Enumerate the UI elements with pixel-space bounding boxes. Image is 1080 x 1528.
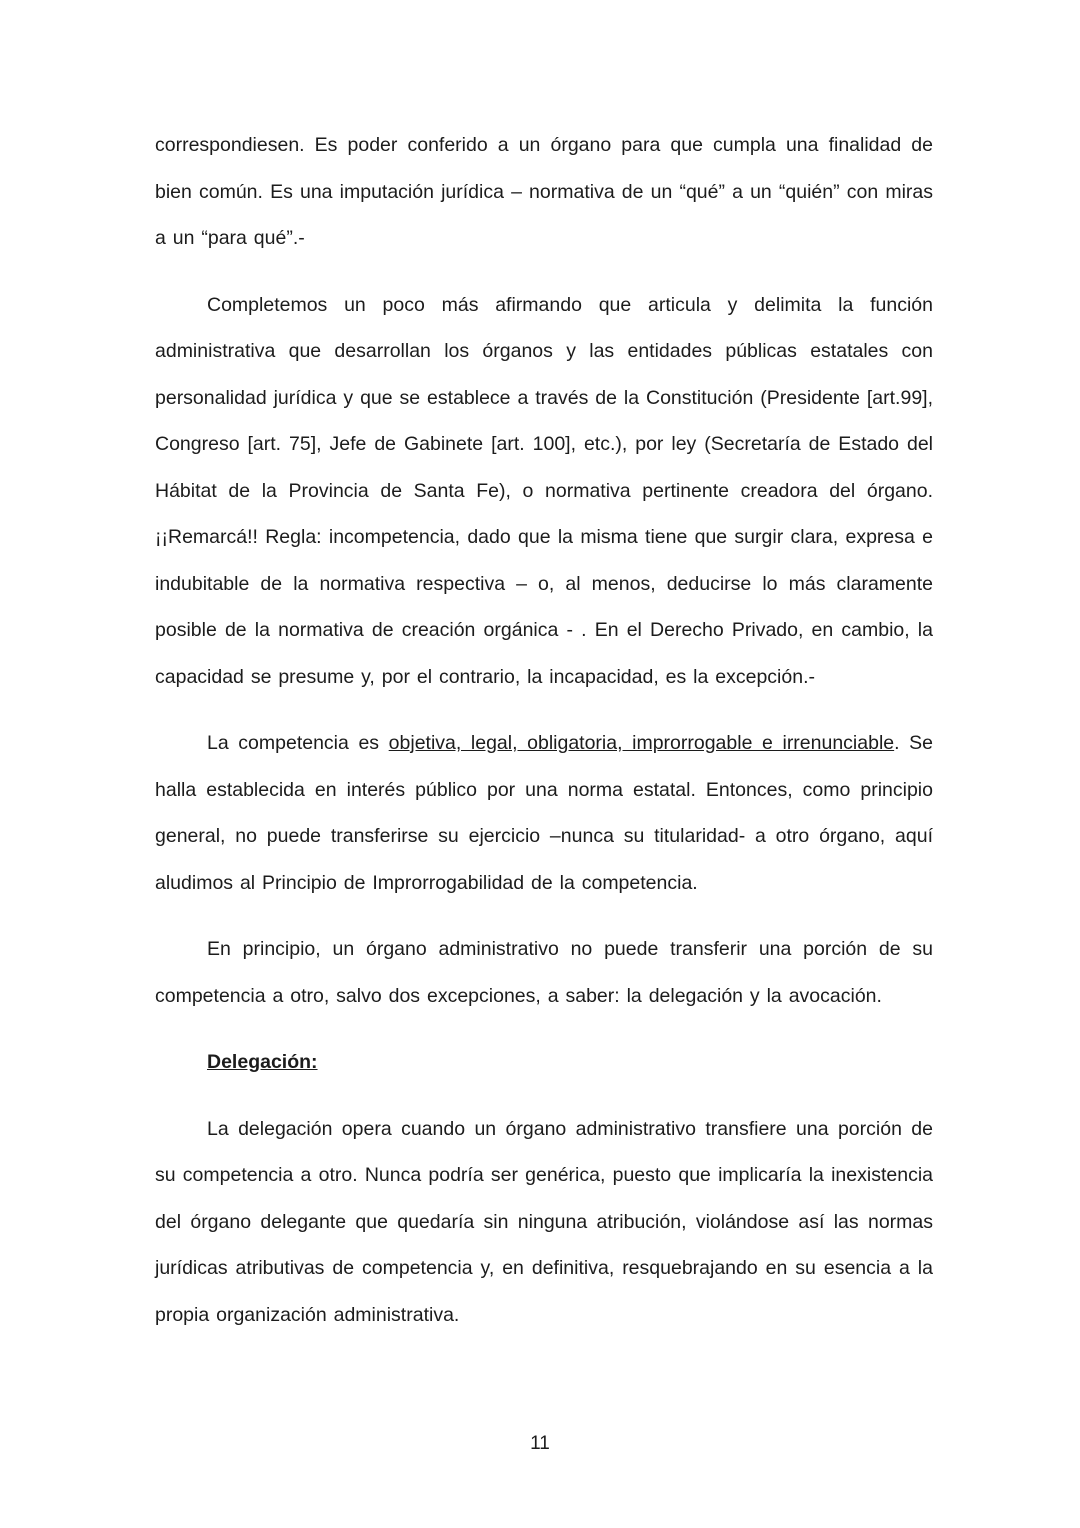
section-heading-delegacion: [155, 1039, 933, 1086]
section-heading-text: Delegación:: [207, 1051, 318, 1073]
paragraph-competencia: [155, 720, 933, 906]
paragraph-en-principio: En principio, un órgano administrativo no puede transferir una porción de su competencia a otro, salvo dos excepciones, a saber: la delegación y la avocación.: [155, 938, 933, 1007]
paragraph-delegacion: La delegación opera cuando un órgano administrativo transfiere una porción de su competencia a otro. Nunca podría ser genérica, puesto que implicaría la inexistencia del órgano delegante que quedaría sin ninguna atribución, violándose así las normas jurídicas atributivas de competencia y, en definitiva, resquebrajando en su esencia a la propia organización administrativa.: [155, 1117, 933, 1326]
text-segment-after: . Se halla establecida en interés público por una norma estatal. Entonces, como principio general, no puede transferirse su ejercicio –nunca su titularidad- a otro órgano, aquí aludimos al Principio de Improrrogabilidad de la competencia.: [155, 732, 934, 894]
paragraph-completemos: Completemos un poco más afirmando que articula y delimita la función administrativa que desarrollan los órganos y las entidades públicas estatales con personalidad jurídica y que se establece a través de la Constitución (Presidente [art.99], Congreso [art. 75], Jefe de Gabinete [art. 100], etc.), por ley (Secretaría de Estado del Hábitat de la Provincia de Santa Fe), o normativa pertinente creadora del órgano. ¡¡Remarcá!! Regla: incompetencia, dado que la misma tiene que surgir clara, expresa e indubitable de la normativa respectiva – o, al menos, deducirse lo más claramente posible de la normativa de creación orgánica - . En el Derecho Privado, en cambio, la capacidad se presume y, por el contrario, la incapacidad, es la excepción.-: [155, 293, 933, 688]
paragraph-continuation: correspondiesen. Es poder conferido a un órgano para que cumpla una finalidad de bien común. Es una imputación jurídica – normativa de un “qué” a un “quién” con miras a un “para qué”.-: [155, 134, 933, 249]
underlined-text: objetiva, legal, obligatoria, improrrogable e irrenunciable: [388, 732, 895, 754]
text-segment-before: La competencia es: [207, 732, 389, 754]
page-content: [155, 122, 933, 1358]
page-number: 11: [530, 1433, 550, 1454]
